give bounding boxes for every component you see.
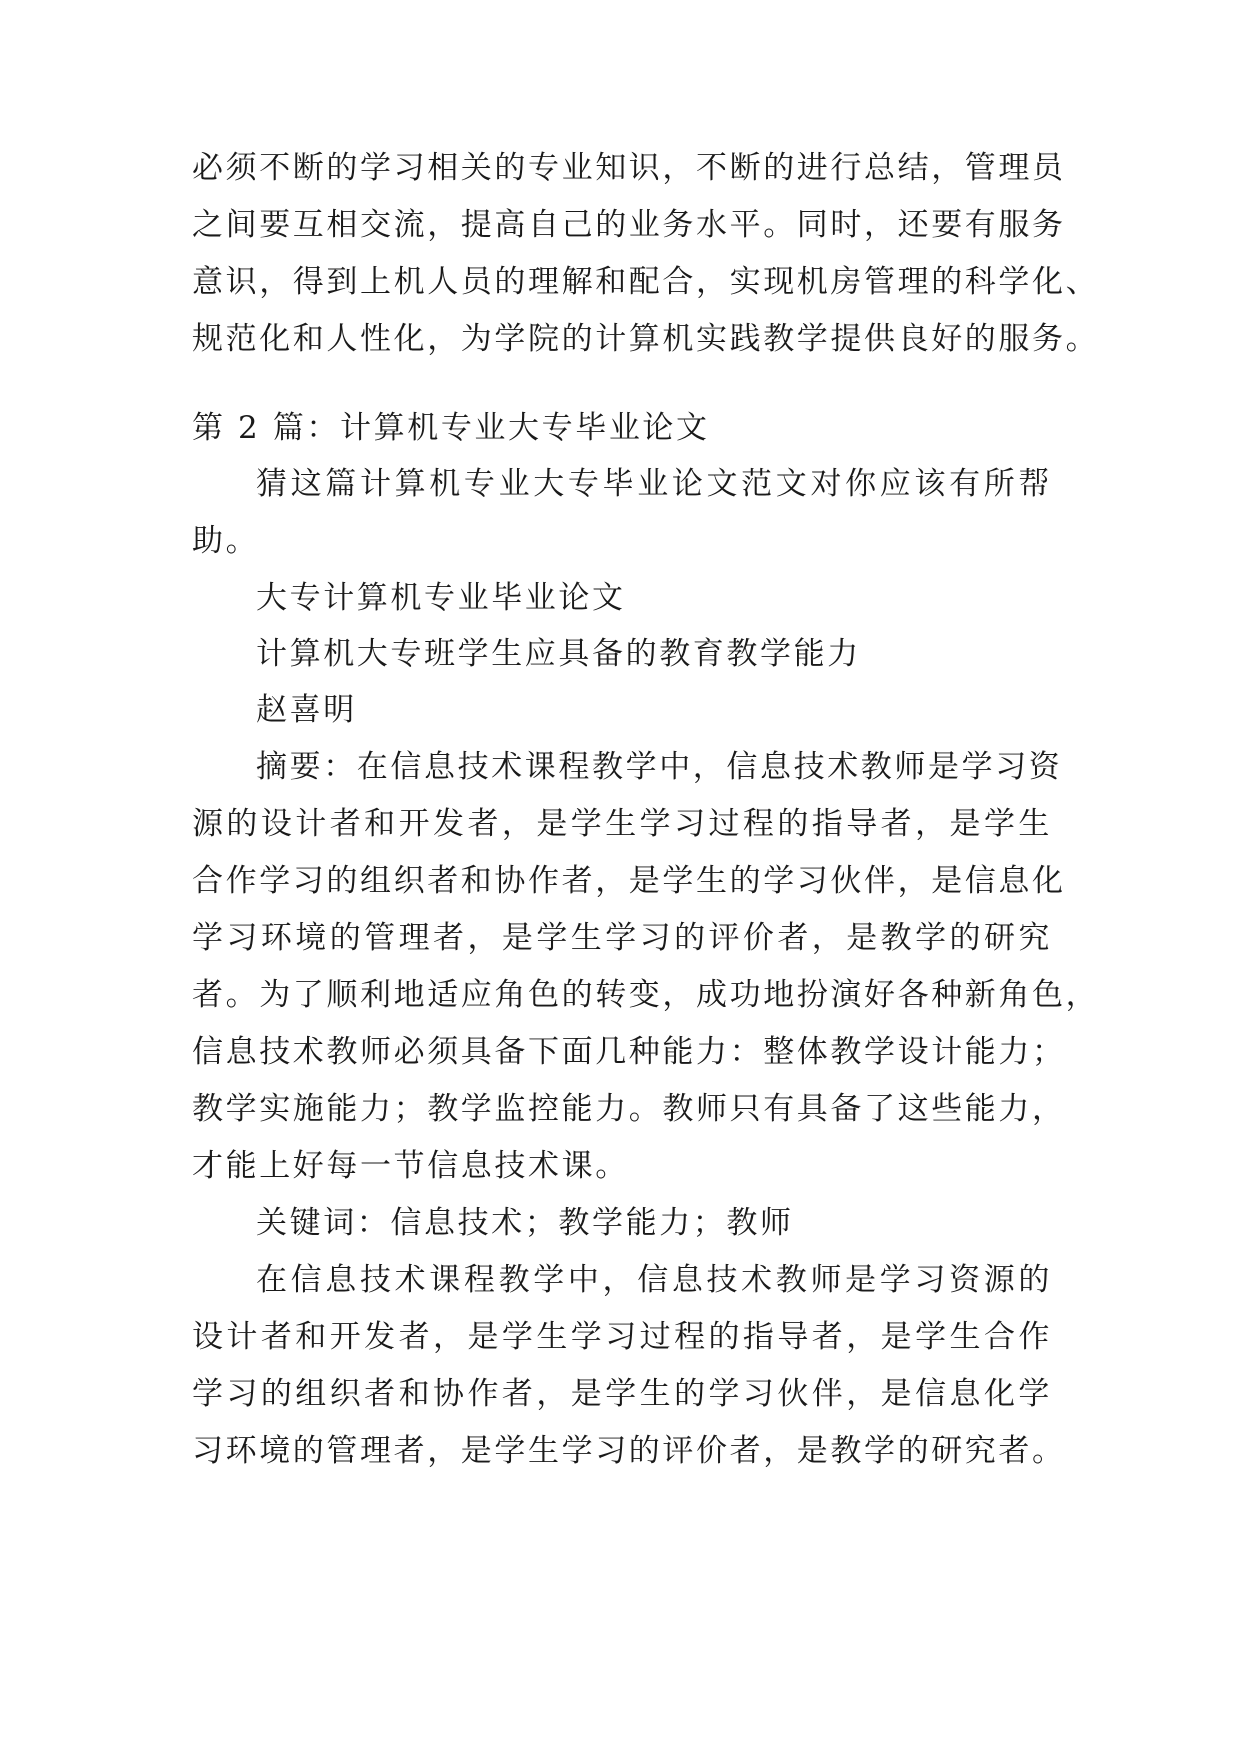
guess-line-1: 猜这篇计算机专业大专毕业论文范文对你应该有所帮 <box>256 466 1052 502</box>
abstract-line-2: 源的设计者和开发者，是学生学习过程的指导者，是学生 <box>192 806 1052 842</box>
abstract-line-5: 者。为了顺利地适应角色的转变，成功地扮演好各种新角色， <box>192 977 1100 1013</box>
section-heading: 第 2 篇：计算机专业大专毕业论文 <box>192 410 710 446</box>
body-line-4: 习环境的管理者，是学生学习的评价者，是教学的研究者。 <box>192 1433 1066 1469</box>
intro-line-2: 之间要互相交流，提高自己的业务水平。同时，还要有服务 <box>192 207 1066 243</box>
body-line-3: 学习的组织者和协作者，是学生的学习伙伴，是信息化学 <box>192 1376 1052 1412</box>
intro-line-3: 意识，得到上机人员的理解和配合，实现机房管理的科学化、 <box>192 264 1100 300</box>
abstract-line-1: 摘要：在信息技术课程教学中，信息技术教师是学习资 <box>256 749 1063 785</box>
intro-line-1: 必须不断的学习相关的专业知识，不断的进行总结，管理员 <box>192 150 1066 186</box>
paper-subtitle: 计算机大专班学生应具备的教育教学能力 <box>256 636 861 672</box>
abstract-line-3: 合作学习的组织者和协作者，是学生的学习伙伴，是信息化 <box>192 863 1066 899</box>
intro-line-4: 规范化和人性化，为学院的计算机实践教学提供良好的服务。 <box>192 321 1100 357</box>
body-line-1: 在信息技术课程教学中，信息技术教师是学习资源的 <box>256 1262 1052 1298</box>
body-line-2: 设计者和开发者，是学生学习过程的指导者，是学生合作 <box>192 1319 1052 1355</box>
keywords-line: 关键词：信息技术；教学能力；教师 <box>256 1205 794 1241</box>
paper-title: 大专计算机专业毕业论文 <box>256 580 626 616</box>
abstract-line-6: 信息技术教师必须具备下面几种能力：整体教学设计能力； <box>192 1034 1066 1070</box>
author-name: 赵喜明 <box>256 692 357 728</box>
abstract-line-8: 才能上好每一节信息技术课。 <box>192 1148 629 1184</box>
abstract-line-4: 学习环境的管理者，是学生学习的评价者，是教学的研究 <box>192 920 1052 956</box>
guess-line-2: 助。 <box>192 523 260 559</box>
abstract-line-7: 教学实施能力；教学监控能力。教师只有具备了这些能力， <box>192 1091 1066 1127</box>
